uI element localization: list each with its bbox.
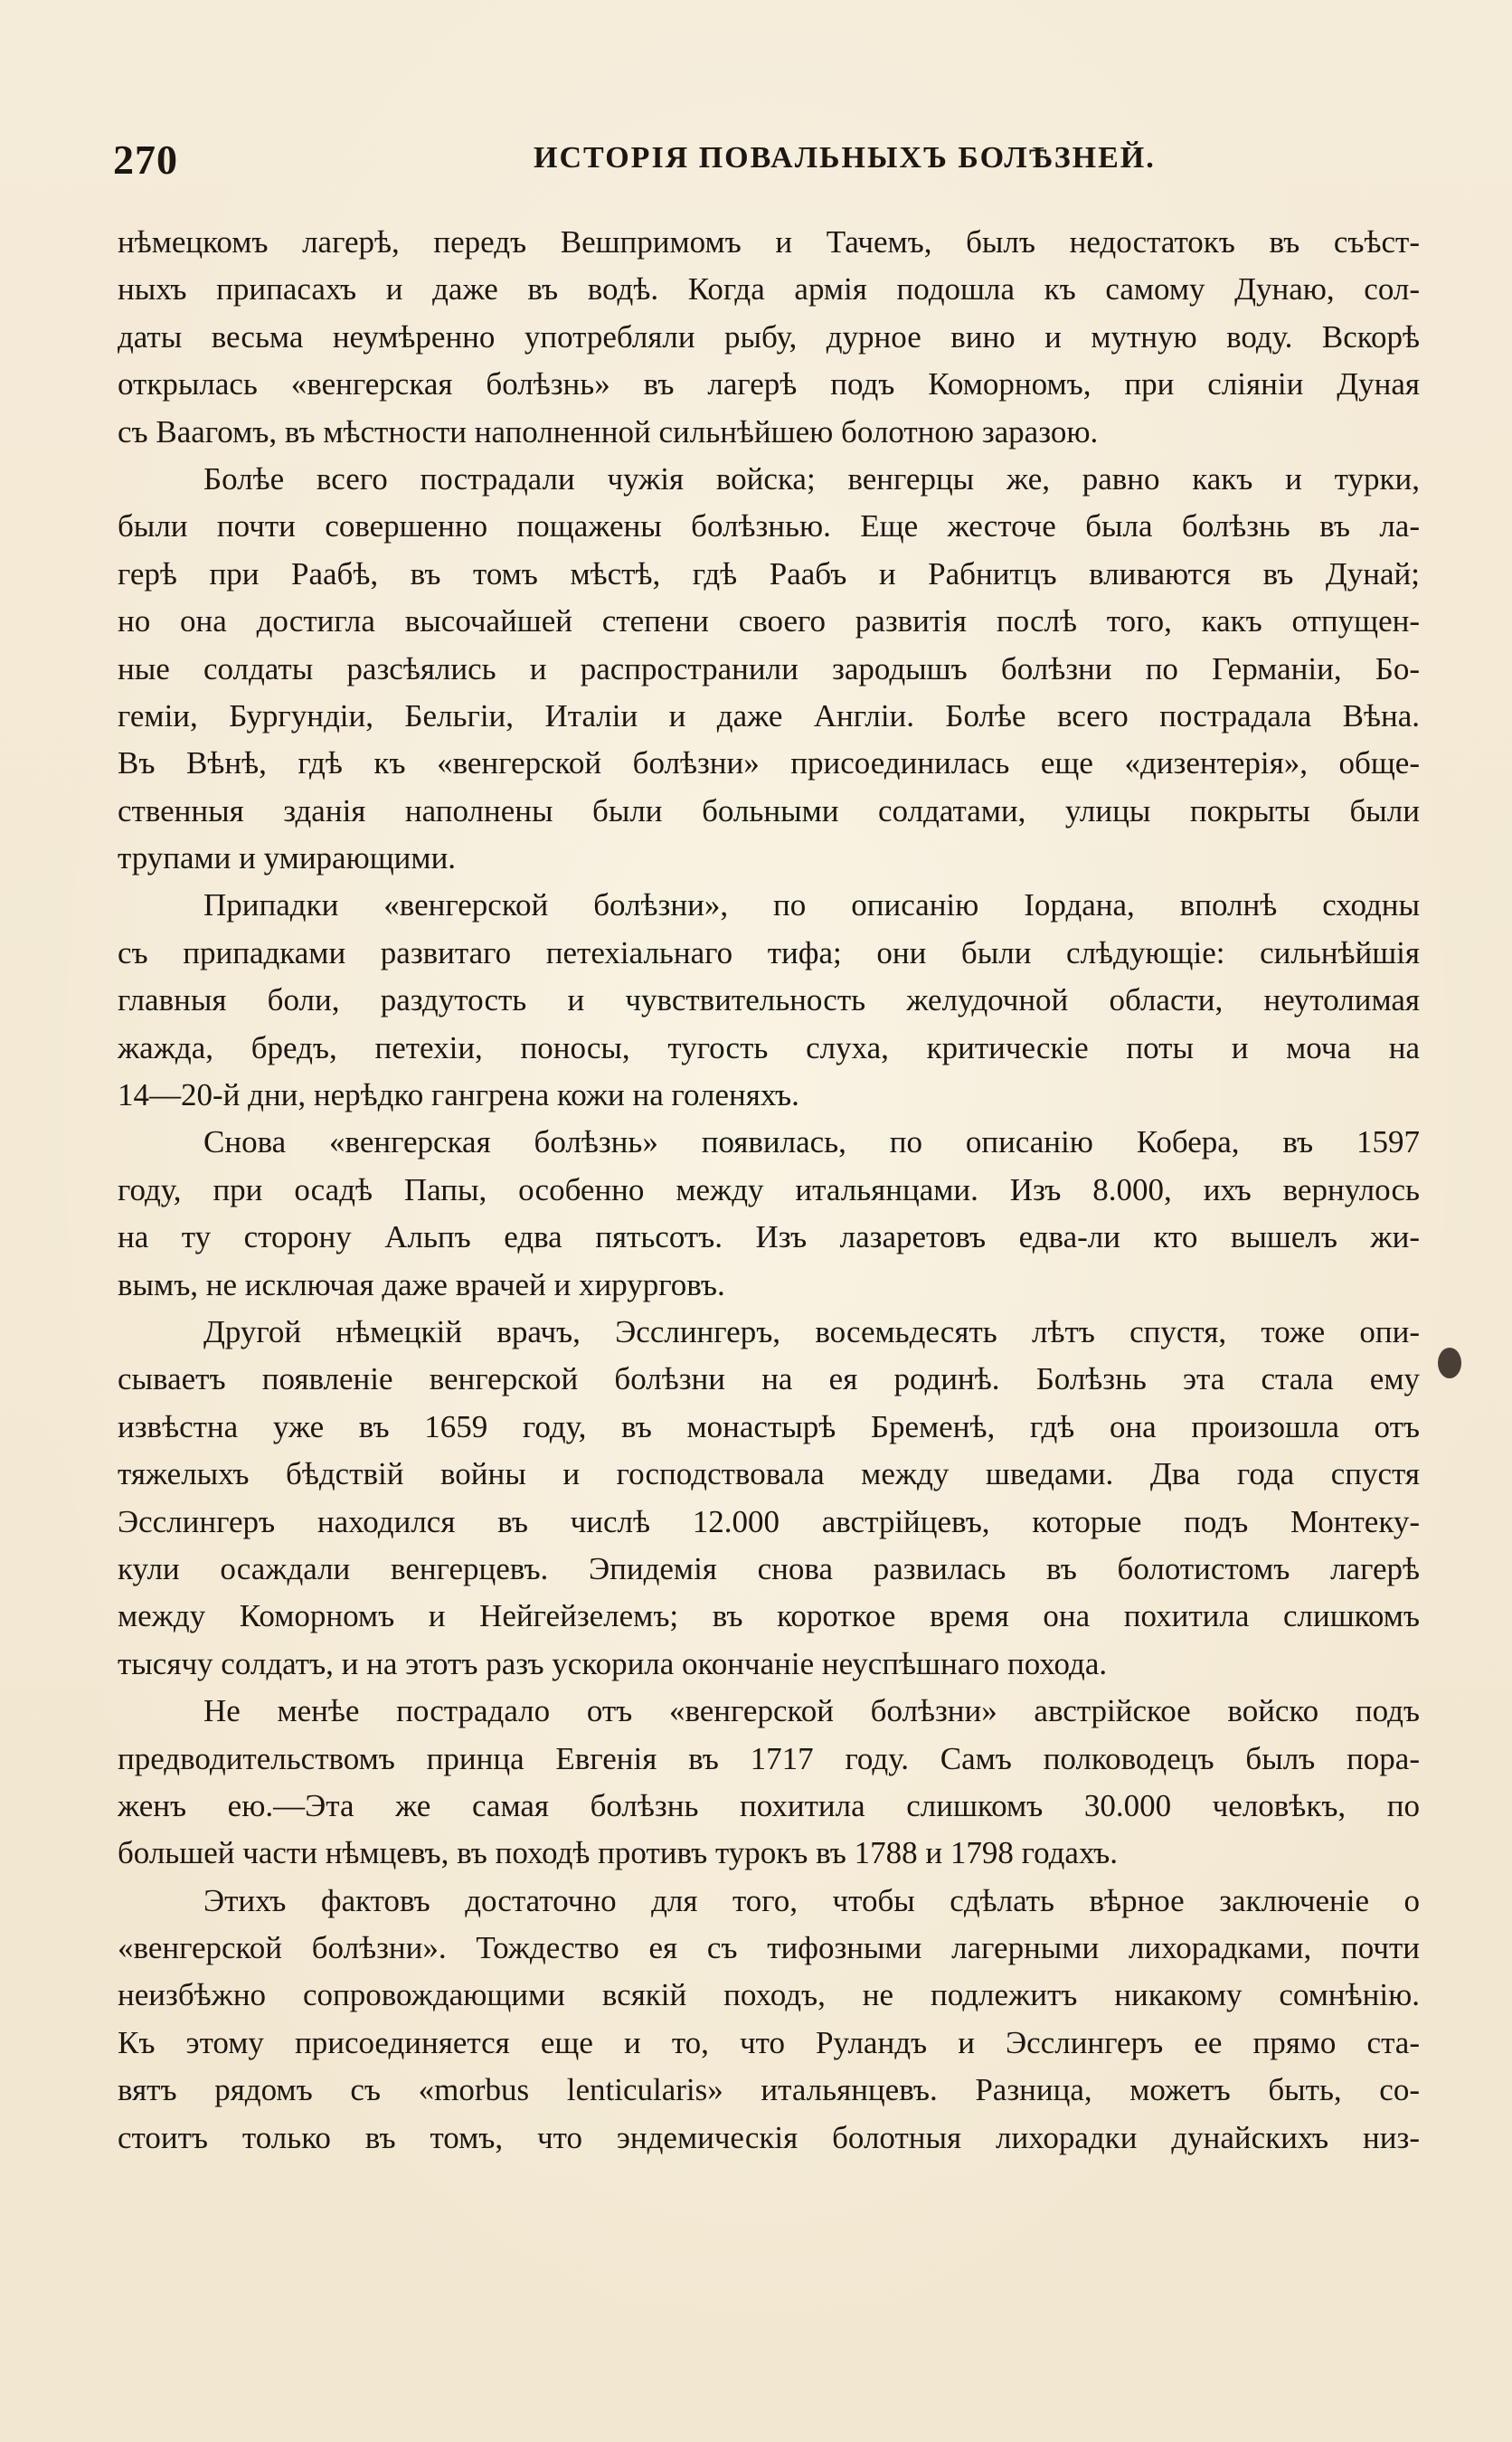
text-line: но она достигла высочайшей степени своего развитія послѣ того, какъ отпущен- <box>118 603 1420 639</box>
text-line: тяжелыхъ бѣдствій войны и господствовала между шведами. Два года спустя <box>118 1456 1420 1492</box>
text-line: Въ Вѣнѣ, гдѣ къ «венгерской болѣзни» присоединилась еще «дизентерія», обще- <box>118 745 1420 781</box>
text-line: главныя боли, раздутость и чувствительность желудочной области, неутолимая <box>118 982 1420 1018</box>
paragraph-start-line: Болѣе всего пострадали чужія войска; венгерцы же, равно какъ и турки, <box>203 460 1420 497</box>
paragraph-start-line: Припадки «венгерской болѣзни», по описанію Іордана, вполнѣ сходны <box>203 887 1420 923</box>
page-number: 270 <box>113 137 178 183</box>
text-line: вятъ рядомъ съ «morbus lenticularis» итальянцевъ. Разница, можетъ быть, со- <box>118 2072 1420 2108</box>
text-line: вымъ, не исключая даже врачей и хирурговъ. <box>118 1266 725 1302</box>
text-line: тысячу солдатъ, и на этотъ разъ ускорила окончаніе неуспѣшнаго похода. <box>118 1645 1108 1681</box>
text-line: 14—20-й дни, нерѣдко гангрена кожи на голеняхъ. <box>118 1077 799 1113</box>
text-line: сываетъ появленіе венгерской болѣзни на ея родинѣ. Болѣзнь эта стала ему <box>118 1361 1420 1397</box>
text-line: герѣ при Раабѣ, въ томъ мѣстѣ, гдѣ Раабъ и Рабнитцъ вливаются въ Дунай; <box>118 555 1420 592</box>
text-line: большей части нѣмцевъ, въ походѣ противъ турокъ въ 1788 и 1798 годахъ. <box>118 1835 1118 1871</box>
text-line: съ Ваагомъ, въ мѣстности наполненной сильнѣйшею болотною заразою. <box>118 413 1099 450</box>
paragraph-start-line: Снова «венгерская болѣзнь» появилась, по описанію Кобера, въ 1597 <box>203 1124 1420 1160</box>
text-line: между Коморномъ и Нейгейзелемъ; въ короткое время она похитила слишкомъ <box>118 1598 1420 1634</box>
page-header <box>113 136 1424 199</box>
text-line: стоитъ только въ томъ, что эндемическія болотныя лихорадки дунайскихъ низ- <box>118 2119 1420 2155</box>
text-line: ные солдаты разсѣялись и распространили зародышъ болѣзни по Германіи, Бо- <box>118 650 1420 686</box>
text-line: неизбѣжно сопровождающими всякій походъ, не подлежитъ никакому сомнѣнію. <box>118 1977 1420 2013</box>
ink-blot <box>1438 1348 1461 1378</box>
running-head: ИСТОРІЯ ПОВАЛЬНЫХЪ БОЛѢЗНЕЙ. <box>534 141 1156 175</box>
text-line: женъ ею.—Эта же самая болѣзнь похитила слишкомъ 30.000 человѣкъ, по <box>118 1787 1420 1823</box>
text-line: году, при осадѣ Папы, особенно между итальянцами. Изъ 8.000, ихъ вернулось <box>118 1171 1420 1207</box>
text-line: извѣстна уже въ 1659 году, въ монастырѣ Бременѣ, гдѣ она произошла отъ <box>118 1408 1420 1444</box>
text-line: кули осаждали венгерцевъ. Эпидемія снова развилась въ болотистомъ лагерѣ <box>118 1550 1420 1586</box>
text-line: на ту сторону Альпъ едва пятьсотъ. Изъ лазаретовъ едва-ли кто вышелъ жи- <box>118 1219 1420 1255</box>
paragraph-start-line: Этихъ фактовъ достаточно для того, чтобы сдѣлать вѣрное заключеніе о <box>203 1882 1420 1918</box>
text-line: ственныя зданія наполнены были больными солдатами, улицы покрыты были <box>118 792 1420 828</box>
text-line: Эсслингеръ находился въ числѣ 12.000 австрійцевъ, которые подъ Монтеку- <box>118 1503 1420 1539</box>
text-line: Къ этому присоединяется еще и то, что Руландъ и Эсслингеръ ее прямо ста- <box>118 2024 1420 2060</box>
paragraph-start-line: Другой нѣмецкій врачъ, Эсслингеръ, восемьдесять лѣтъ спустя, тоже опи- <box>203 1313 1420 1349</box>
text-line: были почти совершенно пощажены болѣзнью. Еще жесточе была болѣзнь въ ла- <box>118 508 1420 544</box>
text-line: геміи, Бургундіи, Бельгіи, Италіи и даже Англіи. Болѣе всего пострадала Вѣна. <box>118 697 1420 734</box>
paragraph-start-line: Не менѣе пострадало отъ «венгерской болѣзни» австрійское войско подъ <box>203 1693 1420 1729</box>
text-line: открылась «венгерская болѣзнь» въ лагерѣ подъ Коморномъ, при сліяніи Дуная <box>118 366 1420 402</box>
text-line: съ припадками развитаго петехіальнаго тифа; они были слѣдующіе: сильнѣйшія <box>118 934 1420 970</box>
body-text <box>118 219 1420 2162</box>
text-line: даты весьма неумѣренно употребляли рыбу, дурное вино и мутную воду. Вскорѣ <box>118 318 1420 355</box>
text-line: предводительствомъ принца Евгенія въ 1717 году. Самъ полководецъ былъ пора- <box>118 1740 1420 1776</box>
text-line: ныхъ припасахъ и даже въ водѣ. Когда армія подошла къ самому Дунаю, сол- <box>118 271 1420 308</box>
text-line: трупами и умирающими. <box>118 840 457 876</box>
text-line: жажда, бредъ, петехіи, поносы, тугость слуха, критическіе поты и моча на <box>118 1029 1420 1065</box>
text-line: нѣмецкомъ лагерѣ, передъ Вешпримомъ и Тачемъ, былъ недостатокъ въ съѣст- <box>118 224 1420 260</box>
text-line: «венгерской болѣзни». Тождество ея съ тифозными лагерными лихорадками, почти <box>118 1930 1420 1966</box>
